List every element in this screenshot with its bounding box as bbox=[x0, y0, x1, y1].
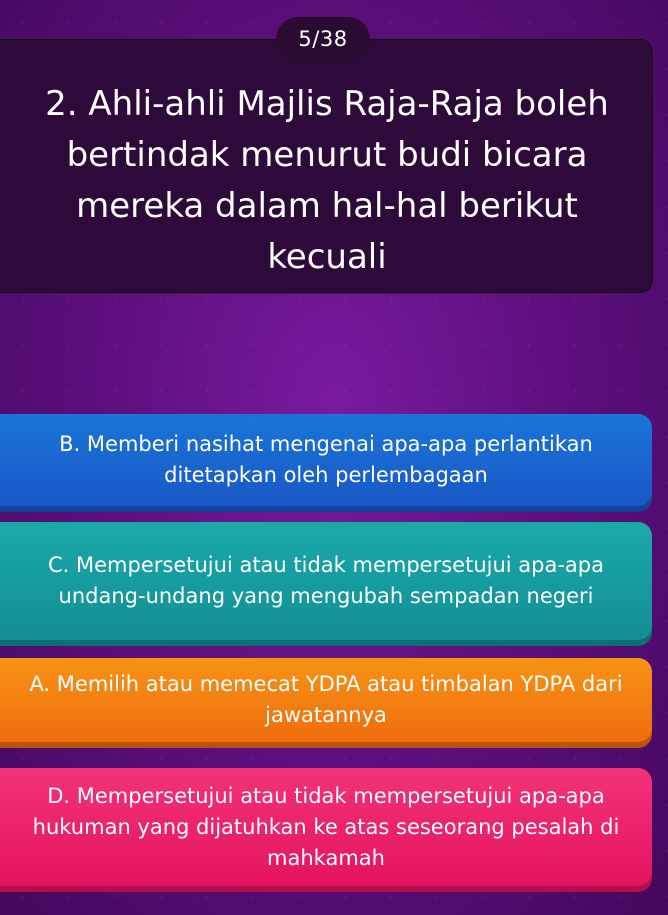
answer-option-b[interactable] bbox=[0, 414, 652, 512]
question-text: 2. Ahli-ahli Majlis Raja-Raja boleh bertindak menurut budi bicara mereka dalam hal-hal berikut kecuali bbox=[45, 84, 609, 277]
answer-option-d-label: D. Mempersetujui atau tidak mempersetujui apa-apa hukuman yang dijatuhkan ke atas seseorang pesalah di mahkamah bbox=[32, 783, 620, 870]
answer-option-a-label: A. Memilih atau memecat YDPA atau timbalan YDPA dari jawatannya bbox=[29, 672, 623, 727]
question-counter bbox=[276, 17, 370, 61]
question-counter-label: 5/38 bbox=[298, 27, 348, 51]
answer-option-b-label: B. Memberi nasihat mengenai apa-apa perlantikan ditetapkan oleh perlembagaan bbox=[59, 432, 593, 487]
answer-option-a[interactable] bbox=[0, 658, 652, 748]
answer-option-c[interactable] bbox=[0, 522, 652, 646]
question-card bbox=[0, 38, 654, 294]
answer-option-d[interactable] bbox=[0, 768, 652, 892]
answer-option-c-label: C. Mempersetujui atau tidak mempersetujui apa-apa undang-undang yang mengubah sempadan negeri bbox=[48, 553, 604, 608]
